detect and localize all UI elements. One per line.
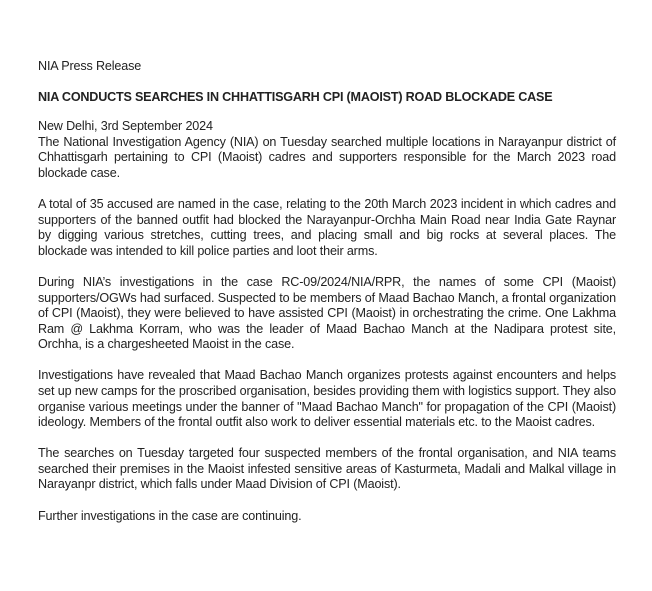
headline: NIA CONDUCTS SEARCHES IN CHHATTISGARH CPI (MAOIST) ROAD BLOCKADE CASE	[38, 89, 553, 104]
paragraph: A total of 35 accused are named in the case, relating to the 20th March 2023 incident in which cadres and supporters of the banned outfit had blocked the Narayanpur-Orchha Main Road near India Gate Raynar by digging various stretches, cutting trees, and placing small and big rocks at several places. The blockade was intended to kill police parties and loot their arms.	[38, 197, 616, 258]
document-label: NIA Press Release	[38, 59, 142, 73]
paragraph-text: The National Investigation Agency (NIA) on Tuesday searched multiple locations in Narayanpur district of Chhattisgarh pertaining to CPI (Maoist) cadres and supporters responsible for the March 2023 road blockade case.	[38, 134, 616, 180]
intro-paragraph	[38, 119, 616, 181]
dateline: New Delhi, 3rd September 2024	[38, 119, 213, 134]
paragraph: During NIA’s investigations in the case RC-09/2024/NIA/RPR, the names of some CPI (Maoist) supporters/OGWs had surfaced. Suspected to be members of Maad Bachao Manch, a frontal organization of CPI (Maoist), they were believed to have assisted CPI (Maoist) in orchestrating the crime. One Lakhma Ram @ Lakhma Korram, who was the leader of Maad Bachao Manch at the Nadipara protest site, Orchha, is a chargesheeted Maoist in the case.	[38, 274, 616, 352]
press-release-document	[38, 59, 616, 540]
paragraph: Investigations have revealed that Maad Bachao Manch organizes protests against encounters and helps set up new camps for the proscribed organisation, besides providing them with logistics support. They also organise various meetings under the banner of "Maad Bachao Manch" for propagation of the CPI (Maoist) ideology. Members of the frontal outfit also work to deliver essential materials etc. to the Maoist cadres.	[38, 368, 616, 430]
paragraph: The searches on Tuesday targeted four suspected members of the frontal organisation, and NIA teams searched their premises in the Maoist infested sensitive areas of Kasturmeta, Madali and Malkal village in Narayanpr district, which falls under Maad Division of CPI (Maoist).	[38, 446, 616, 492]
closing-paragraph: Further investigations in the case are continuing.	[38, 508, 302, 523]
